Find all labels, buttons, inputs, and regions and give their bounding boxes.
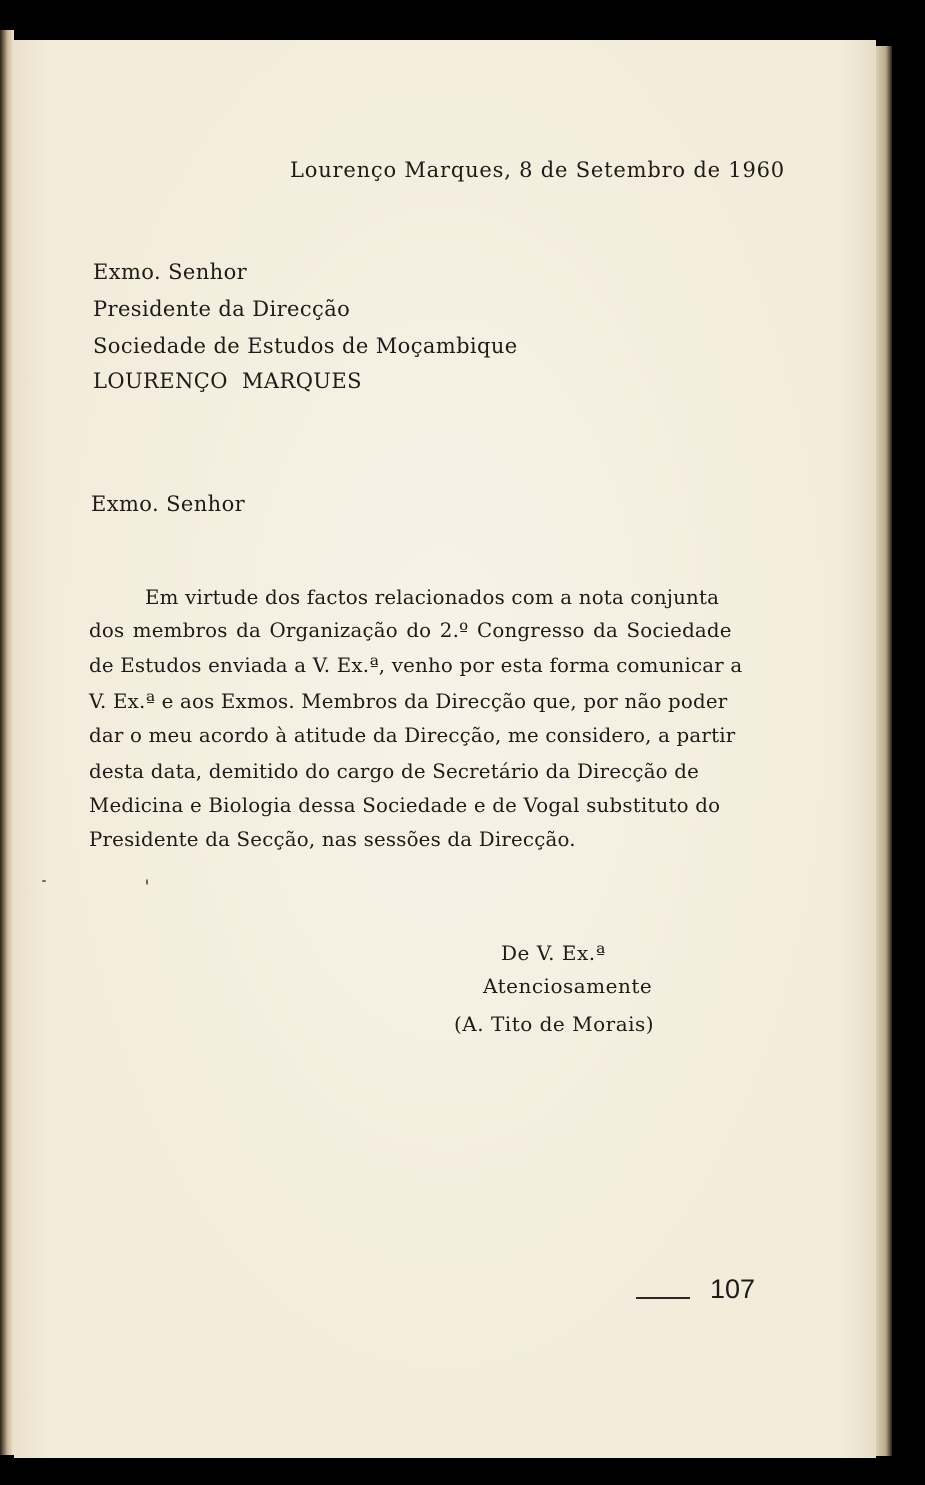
- body-line-5: dar o meu acordo à atitude da Direcção, me considero, a partir: [89, 724, 736, 747]
- place-date-line: Lourenço Marques, 8 de Setembro de 1960: [290, 158, 785, 182]
- address-line-2: Presidente da Direcção: [93, 297, 351, 321]
- address-line-3: Sociedade de Estudos de Moçambique: [93, 334, 518, 358]
- closing-line-2: Atenciosamente: [483, 974, 653, 998]
- body-line-4: V. Ex.ª e aos Exmos. Membros da Direcção que, por não poder: [89, 690, 728, 713]
- page-number: 107: [710, 1274, 756, 1304]
- body-line-2: dos membros da Organização do 2.º Congresso da Sociedade: [89, 619, 732, 642]
- signature-line: (A. Tito de Morais): [454, 1012, 655, 1036]
- paper-speck: [42, 880, 46, 882]
- salutation: Exmo. Senhor: [91, 492, 246, 516]
- paper-speck: [146, 879, 148, 885]
- page-sheet: [14, 40, 876, 1458]
- body-line-6: desta data, demitido do cargo de Secretário da Direcção de: [89, 760, 700, 783]
- body-line-1: Em virtude dos factos relacionados com a nota conjunta: [145, 586, 720, 609]
- body-line-7: Medicina e Biologia dessa Sociedade e de Vogal substituto do: [89, 794, 721, 817]
- address-line-4: LOURENÇO MARQUES: [93, 369, 362, 393]
- binding-edge: [0, 30, 14, 1455]
- body-line-3: de Estudos enviada a V. Ex.ª, venho por esta forma comunicar a: [89, 654, 743, 677]
- page-number-rule: [636, 1297, 690, 1299]
- page-edge: [876, 46, 892, 1456]
- closing-line-1: De V. Ex.ª: [501, 941, 606, 965]
- body-line-8: Presidente da Secção, nas sessões da Direcção.: [89, 828, 576, 851]
- address-line-1: Exmo. Senhor: [93, 260, 248, 284]
